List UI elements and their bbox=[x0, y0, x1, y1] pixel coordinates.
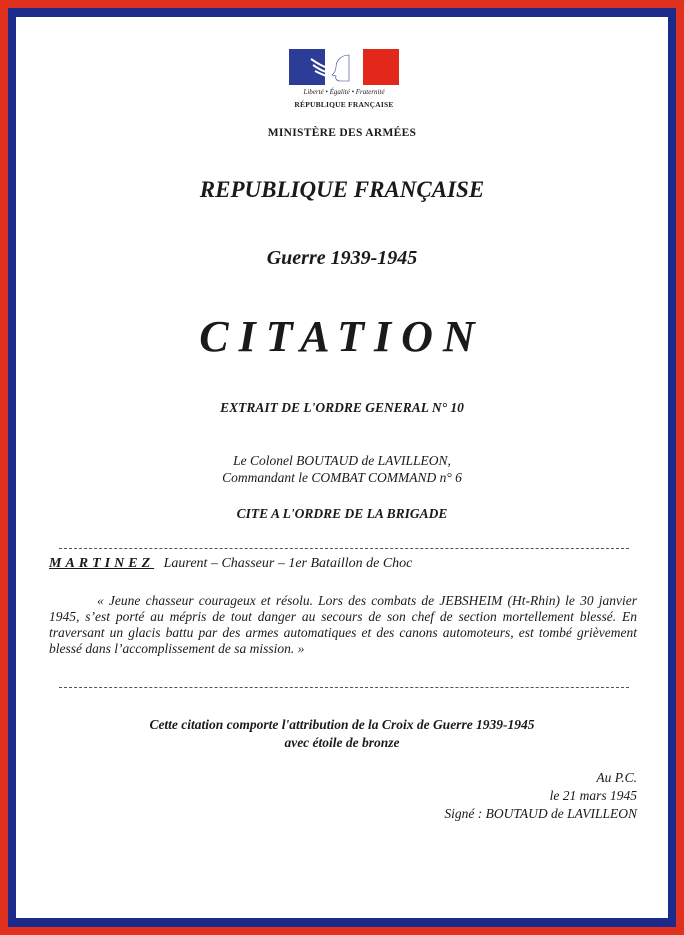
commander-block bbox=[19, 452, 665, 486]
commander-line-1: Le Colonel BOUTAUD de LAVILLEON, bbox=[233, 453, 451, 468]
marianne-profile-icon bbox=[289, 49, 399, 85]
award-statement bbox=[19, 716, 665, 752]
citation-document bbox=[19, 21, 665, 915]
award-line-2: avec étoile de bronze bbox=[284, 735, 400, 750]
citation-paragraph: « Jeune chasseur courageux et résolu. Lors des combats de JEBSHEIM (Ht-Rhin) le 30 janvier 1945, s’est porté au mépris de tout danger au secours de son chef de section mortellement blessé. En traversant un glacis battu par des armes automatiques et des canons automoteurs, est tombé grièvement blessé dans l’accomplissement de sa mission. » bbox=[49, 593, 637, 656]
tricolor-flag-icon bbox=[289, 49, 399, 85]
recipient-line bbox=[49, 556, 412, 572]
recipient-name: MARTINEZ bbox=[49, 556, 155, 571]
war-heading: Guerre 1939-1945 bbox=[266, 247, 418, 269]
motto-text: Liberté • Égalité • Fraternité bbox=[303, 88, 385, 96]
date: le 21 mars 1945 bbox=[549, 788, 637, 803]
commander-line-2: Commandant le COMBAT COMMAND n° 6 bbox=[222, 470, 462, 485]
award-line-1: Cette citation comporte l'attribution de la Croix de Guerre 1939-1945 bbox=[149, 717, 535, 732]
document-title: CITATION bbox=[199, 312, 485, 361]
citation-text bbox=[49, 593, 637, 657]
republic-label: RÉPUBLIQUE FRANÇAISE bbox=[294, 100, 394, 109]
recipient-details: Laurent – Chasseur – 1er Bataillon de Choc bbox=[163, 556, 413, 571]
cite-order: CITE A L'ORDRE DE LA BRIGADE bbox=[236, 506, 448, 521]
order-extract: EXTRAIT DE L'ORDRE GENERAL N° 10 bbox=[220, 400, 464, 415]
signature-block bbox=[444, 769, 637, 823]
dashed-divider-top bbox=[59, 548, 629, 549]
place: Au P.C. bbox=[596, 770, 637, 785]
dashed-divider-bottom bbox=[59, 687, 629, 688]
marianne-logo bbox=[289, 49, 399, 107]
ministry-title: MINISTÈRE DES ARMÉES bbox=[267, 127, 417, 139]
signature: Signé : BOUTAUD de LAVILLEON bbox=[444, 806, 637, 821]
republic-heading: REPUBLIQUE FRANÇAISE bbox=[199, 177, 485, 202]
